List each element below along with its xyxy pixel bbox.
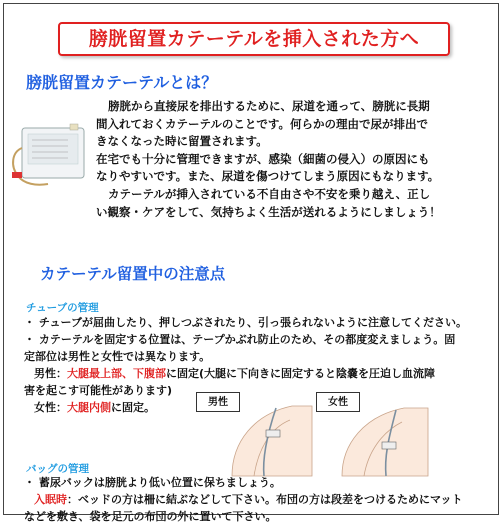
sleep-line	[24, 491, 494, 508]
male-sites: 大腿最上部、下腹部	[67, 367, 166, 380]
sleep-detail: ：ベッドの方は柵に結ぶなどして下さい。布団の方は段差をつけるためにマット	[67, 493, 463, 506]
subheading-bag: バッグの管理	[26, 463, 89, 475]
intro-line: い観察・ケアをして、気持ちよく生活が送れるようにしましょう！	[96, 204, 441, 219]
intro-line: カテーテルが挿入されている不自由さや不安を乗り越え、正し	[108, 186, 431, 201]
page-frame	[3, 3, 499, 523]
label-male: 男性	[196, 392, 240, 412]
intro-line: 膀胱から直接尿を排出するために、尿道を通って、膀胱に長期	[108, 99, 430, 113]
male-fixing-line	[24, 365, 494, 382]
bag-instructions	[24, 474, 494, 525]
intro-line: 間入れておくカテーテルのことです。何らかの理由で尿が排出で	[96, 116, 429, 131]
female-site: 大腿内側	[67, 401, 111, 414]
sleep-label: 入眠時	[34, 493, 67, 506]
intro-text	[96, 98, 496, 221]
page-title: 膀胱留置カテーテルを挿入された方へ	[58, 22, 450, 56]
intro-line: なりやすいです。また、尿道を傷つけてしまう原因にもなります。	[96, 169, 440, 184]
male-detail: に固定(大腿に下向きに固定すると陰嚢を圧迫し血流障	[166, 367, 436, 380]
female-label: 女性：	[34, 401, 67, 414]
section-heading-precautions: カテーテル留置中の注意点	[40, 265, 226, 283]
tube-bullet: ・ チューブが屈曲したり、押しつぶされたり、引っ張られないように注意してください。	[24, 316, 467, 329]
male-label: 男性：	[34, 367, 67, 380]
tube-bullet-cont: 定部位は男性と女性では異なります。	[24, 350, 211, 363]
male-detail-cont: 害を起こす可能性があります)	[24, 384, 173, 397]
urine-bag-image	[8, 118, 96, 194]
fixing-illustration	[192, 392, 442, 476]
intro-line: きなくなった時に留置されます。	[96, 134, 268, 149]
bag-bullet: ・ 蓄尿バックは膀胱より低い位置に保ちましょう。	[24, 476, 281, 489]
tube-bullet: ・ カテーテルを固定する位置は、テープかぶれ防止のため、その都度変えましょう。固	[24, 333, 456, 346]
label-female: 女性	[316, 392, 360, 412]
female-detail: に固定。	[111, 401, 155, 414]
section-heading-what-is: 膀胱留置カテーテルとは？	[26, 73, 218, 92]
subheading-tube: チューブの管理	[26, 302, 99, 314]
sleep-detail-cont: などを敷き、袋を足元の布団の外に置いて下さい。	[24, 510, 277, 523]
intro-line: 在宅でも十分に管理できますが、感染（細菌の侵入）の原因にも	[96, 151, 430, 166]
